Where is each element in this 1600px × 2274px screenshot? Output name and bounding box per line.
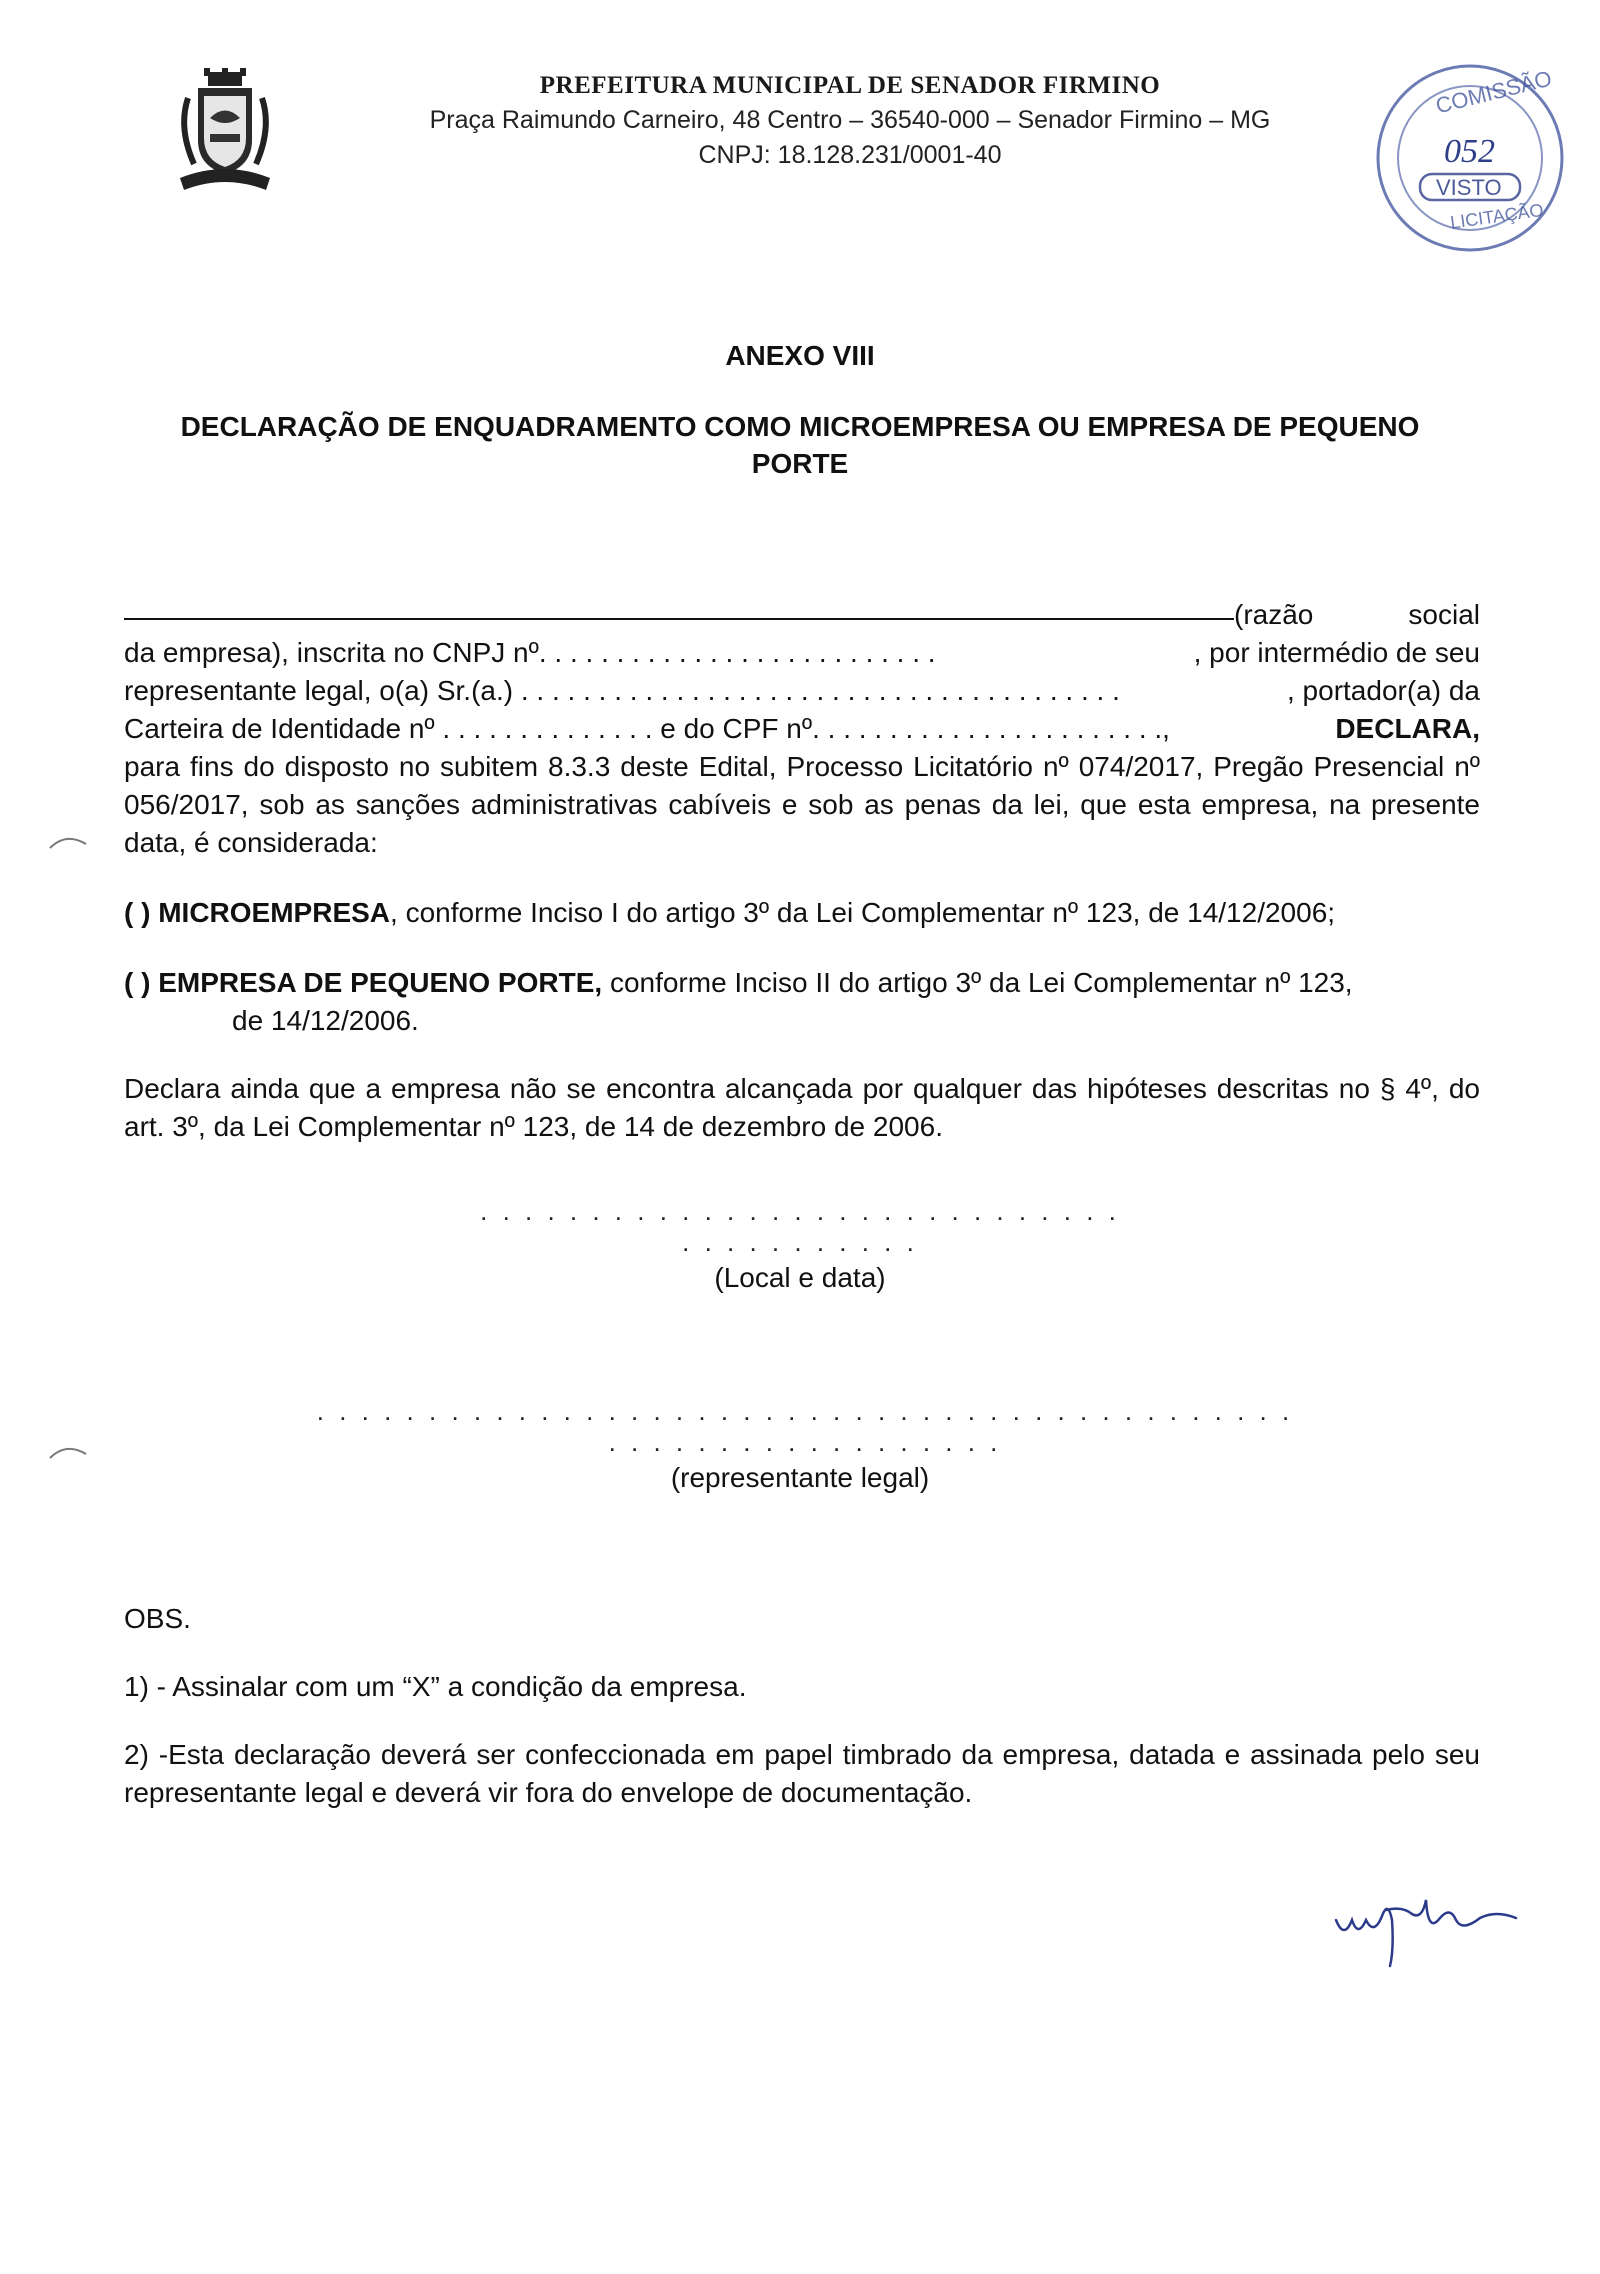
option-2-label: EMPRESA DE PEQUENO PORTE, [158,967,603,998]
stamp-bottom-text: LICITAÇÃO [1449,199,1545,233]
option-epp [124,964,1480,1002]
annex-title: ANEXO VIII [725,340,875,371]
margin-mark-icon [46,830,90,854]
body-line-3-b: , portador(a) da [1287,675,1480,706]
representative-line: . . . . . . . . . . . . . . . . . . . . . . . . . . . . . . . . . . . . . . . . . . . . . . . . . . . . . . . . . . . . . . [316,1396,1294,1457]
body-line-2-b: , por intermédio de seu [1193,637,1480,668]
stamp-center-text: VISTO [1436,175,1502,200]
observations [124,1600,1480,1812]
body-line-1-b: social [1408,599,1480,630]
body-line-4-b: DECLARA, [1335,713,1480,744]
municipality-cnpj: CNPJ: 18.128.231/0001-40 [698,141,1002,169]
body-paragraph-2: Declara ainda que a empresa não se encontra alcançada por qualquer das hipóteses descritas no § 4º, do art. 3º, da Lei Complementar nº 123, de 14 de dezembro de 2006. [124,1073,1480,1142]
body-line-1-a: (razão [1234,599,1314,630]
margin-mark-icon [46,1440,90,1464]
municipal-crest-icon [170,68,280,198]
commission-stamp-icon [1370,58,1570,258]
letterhead [330,72,1370,170]
handwritten-signature-icon [1330,1880,1530,1970]
stamp-number: 052 [1444,133,1495,170]
body-line-2 [124,634,1480,672]
option-microempresa [124,894,1480,932]
body-line-4-a: Carteira de Identidade nº . . . . . . . . . . . . . . e do CPF nº. . . . . . . . . . . . . . . . . . . . . . ., [124,713,1170,744]
body-line-2-a: da empresa), inscrita no CNPJ nº. . . . . . . . . . . . . . . . . . . . . . . . . . [124,637,936,668]
option-2-text: conforme Inciso II do artigo 3º da Lei Complementar nº 123, [609,967,1353,998]
declaration-title: DECLARAÇÃO DE ENQUADRAMENTO COMO MICROEMPRESA OU EMPRESA DE PEQUENO PORTE [180,411,1420,479]
municipality-name: PREFEITURA MUNICIPAL DE SENADOR FIRMINO [539,72,1161,99]
representative-label: (representante legal) [670,1462,930,1493]
body-line-4 [124,710,1480,748]
body-paragraph-1: para fins do disposto no subitem 8.3.3 deste Edital, Processo Licitatório nº 074/2017, Pregão Presencial nº 056/2017, sob as sanções administrativas cabíveis e sob as penas da lei, que esta empresa, na presente data, é considerada: [124,751,1480,858]
declaration-body [124,596,1480,1146]
option-2-date: de 14/12/2006. [232,1005,419,1036]
body-line-3-a: representante legal, o(a) Sr.(a.) . . . . . . . . . . . . . . . . . . . . . . . . . . . . . . . . . . . . . . . [124,675,1120,706]
option-1-checkbox: ( ) [124,897,151,928]
body-line-3 [124,672,1480,710]
local-date-line: . . . . . . . . . . . . . . . . . . . . . . . . . . . . . . . . . . . . . . . . [480,1196,1120,1257]
body-line-1 [124,596,1480,634]
local-date-label: (Local e data) [714,1262,886,1293]
obs-label: OBS. [124,1603,191,1634]
municipality-address: Praça Raimundo Carneiro, 48 Centro – 36540-000 – Senador Firmino – MG [429,106,1271,134]
obs-item-2: 2) -Esta declaração deverá ser confeccionada em papel timbrado da empresa, datada e assinada pelo seu representante legal e deverá vir fora do envelope de documentação. [124,1739,1480,1808]
option-2-checkbox: ( ) [124,967,151,998]
option-1-label: MICROEMPRESA [158,897,391,928]
option-1-text: , conforme Inciso I do artigo 3º da Lei Complementar nº 123, de 14/12/2006; [390,897,1336,928]
obs-item-1: 1) - Assinalar com um “X” a condição da empresa. [124,1671,747,1702]
stamp-outer-text: COMISSÃO [1433,65,1555,119]
company-name-blank [124,618,1234,620]
